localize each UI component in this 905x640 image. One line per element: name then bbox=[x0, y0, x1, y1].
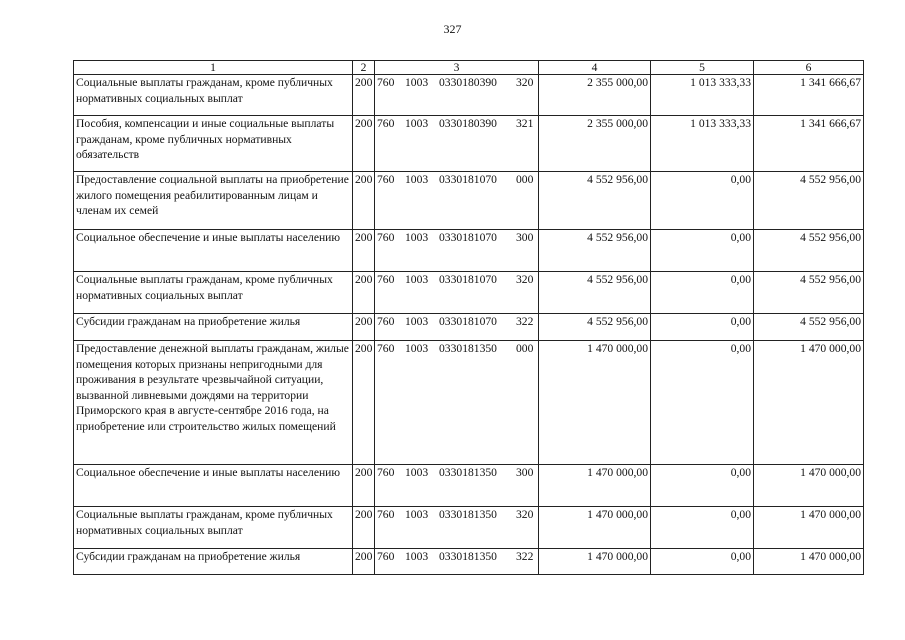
row-value-5: 0,00 bbox=[651, 507, 754, 549]
row-admin-code: 200 bbox=[353, 507, 375, 549]
row-value-6: 1 470 000,00 bbox=[754, 507, 864, 549]
code-part: 0330181350 bbox=[439, 550, 497, 563]
row-admin-code: 200 bbox=[353, 272, 375, 314]
code-part: 760 bbox=[377, 231, 395, 244]
row-value-6: 4 552 956,00 bbox=[754, 272, 864, 314]
code-part: 0330181350 bbox=[439, 342, 497, 355]
row-value-6: 1 341 666,67 bbox=[754, 75, 864, 116]
code-part: 322 bbox=[516, 550, 534, 563]
row-budget-code bbox=[375, 465, 539, 507]
table-body bbox=[74, 75, 864, 575]
code-part: 760 bbox=[377, 342, 395, 355]
row-value-5: 1 013 333,33 bbox=[651, 116, 754, 172]
code-part: 760 bbox=[377, 173, 395, 186]
code-part: 0330180390 bbox=[439, 76, 497, 89]
row-value-4: 1 470 000,00 bbox=[539, 549, 651, 575]
row-value-4: 4 552 956,00 bbox=[539, 230, 651, 272]
row-admin-code: 200 bbox=[353, 549, 375, 575]
row-value-5: 0,00 bbox=[651, 465, 754, 507]
table-row bbox=[74, 230, 864, 272]
code-part: 000 bbox=[516, 173, 534, 186]
code-part: 1003 bbox=[405, 231, 429, 244]
row-name: Социальные выплаты гражданам, кроме публичных нормативных социальных выплат bbox=[74, 507, 353, 549]
code-part: 0330181070 bbox=[439, 273, 497, 286]
row-budget-code bbox=[375, 507, 539, 549]
row-value-4: 1 470 000,00 bbox=[539, 507, 651, 549]
row-value-6: 1 470 000,00 bbox=[754, 549, 864, 575]
budget-table bbox=[73, 60, 864, 575]
row-value-5: 1 013 333,33 bbox=[651, 75, 754, 116]
row-value-4: 4 552 956,00 bbox=[539, 272, 651, 314]
column-header: 5 bbox=[651, 61, 754, 75]
code-part: 321 bbox=[516, 117, 534, 130]
row-name: Социальное обеспечение и иные выплаты населению bbox=[74, 230, 353, 272]
table-row bbox=[74, 172, 864, 230]
row-value-6: 1 470 000,00 bbox=[754, 465, 864, 507]
row-value-5: 0,00 bbox=[651, 341, 754, 465]
code-part: 322 bbox=[516, 315, 534, 328]
table-row bbox=[74, 272, 864, 314]
code-part: 0330181070 bbox=[439, 173, 497, 186]
code-part: 760 bbox=[377, 550, 395, 563]
code-part: 320 bbox=[516, 508, 534, 521]
code-part: 760 bbox=[377, 508, 395, 521]
row-admin-code: 200 bbox=[353, 172, 375, 230]
row-admin-code: 200 bbox=[353, 75, 375, 116]
row-value-5: 0,00 bbox=[651, 549, 754, 575]
row-value-4: 2 355 000,00 bbox=[539, 116, 651, 172]
row-name: Предоставление социальной выплаты на приобретение жилого помещения реабилитированным лицам и членам их семей bbox=[74, 172, 353, 230]
row-name: Предоставление денежной выплаты гражданам, жилые помещения которых признаны непригодными для проживания в результате чрезвычайной ситуации, вызванной ливневыми дождями на территории Приморского края в августе-сентябре 2016 года, на приобретение или строительство жилых помещений bbox=[74, 341, 353, 465]
row-admin-code: 200 bbox=[353, 341, 375, 465]
code-part: 1003 bbox=[405, 273, 429, 286]
code-part: 760 bbox=[377, 466, 395, 479]
row-admin-code: 200 bbox=[353, 230, 375, 272]
code-part: 760 bbox=[377, 76, 395, 89]
code-part: 760 bbox=[377, 273, 395, 286]
code-part: 0330181070 bbox=[439, 315, 497, 328]
row-value-6: 4 552 956,00 bbox=[754, 172, 864, 230]
code-part: 1003 bbox=[405, 342, 429, 355]
row-budget-code bbox=[375, 75, 539, 116]
code-part: 320 bbox=[516, 273, 534, 286]
code-part: 1003 bbox=[405, 466, 429, 479]
row-value-4: 4 552 956,00 bbox=[539, 314, 651, 341]
code-part: 300 bbox=[516, 231, 534, 244]
table-row bbox=[74, 549, 864, 575]
row-value-4: 1 470 000,00 bbox=[539, 465, 651, 507]
row-value-6: 4 552 956,00 bbox=[754, 230, 864, 272]
row-name: Социальные выплаты гражданам, кроме публичных нормативных социальных выплат bbox=[74, 75, 353, 116]
table-row bbox=[74, 465, 864, 507]
code-part: 0330181350 bbox=[439, 466, 497, 479]
column-header: 3 bbox=[375, 61, 539, 75]
header-row bbox=[74, 61, 864, 75]
code-part: 0330181350 bbox=[439, 508, 497, 521]
row-admin-code: 200 bbox=[353, 314, 375, 341]
row-value-5: 0,00 bbox=[651, 172, 754, 230]
row-admin-code: 200 bbox=[353, 116, 375, 172]
row-name: Субсидии гражданам на приобретение жилья bbox=[74, 549, 353, 575]
table-row bbox=[74, 507, 864, 549]
row-budget-code bbox=[375, 272, 539, 314]
code-part: 000 bbox=[516, 342, 534, 355]
column-header: 2 bbox=[353, 61, 375, 75]
code-part: 760 bbox=[377, 117, 395, 130]
column-header: 4 bbox=[539, 61, 651, 75]
row-name: Социальные выплаты гражданам, кроме публичных нормативных социальных выплат bbox=[74, 272, 353, 314]
code-part: 1003 bbox=[405, 76, 429, 89]
code-part: 1003 bbox=[405, 173, 429, 186]
row-budget-code bbox=[375, 172, 539, 230]
code-part: 1003 bbox=[405, 315, 429, 328]
row-budget-code bbox=[375, 314, 539, 341]
row-budget-code bbox=[375, 230, 539, 272]
row-admin-code: 200 bbox=[353, 465, 375, 507]
row-value-6: 1 470 000,00 bbox=[754, 341, 864, 465]
code-part: 300 bbox=[516, 466, 534, 479]
row-name: Социальное обеспечение и иные выплаты населению bbox=[74, 465, 353, 507]
code-part: 0330180390 bbox=[439, 117, 497, 130]
row-value-6: 1 341 666,67 bbox=[754, 116, 864, 172]
column-header: 6 bbox=[754, 61, 864, 75]
row-value-5: 0,00 bbox=[651, 272, 754, 314]
row-value-5: 0,00 bbox=[651, 314, 754, 341]
code-part: 0330181070 bbox=[439, 231, 497, 244]
code-part: 1003 bbox=[405, 117, 429, 130]
table-row bbox=[74, 341, 864, 465]
row-value-4: 1 470 000,00 bbox=[539, 341, 651, 465]
row-value-4: 4 552 956,00 bbox=[539, 172, 651, 230]
row-name: Пособия, компенсации и иные социальные выплаты гражданам, кроме публичных нормативных обязательств bbox=[74, 116, 353, 172]
row-budget-code bbox=[375, 341, 539, 465]
row-value-5: 0,00 bbox=[651, 230, 754, 272]
row-name: Субсидии гражданам на приобретение жилья bbox=[74, 314, 353, 341]
row-budget-code bbox=[375, 116, 539, 172]
row-value-6: 4 552 956,00 bbox=[754, 314, 864, 341]
page-number: 327 bbox=[443, 22, 462, 36]
row-value-4: 2 355 000,00 bbox=[539, 75, 651, 116]
table-row bbox=[74, 116, 864, 172]
column-header: 1 bbox=[74, 61, 353, 75]
code-part: 760 bbox=[377, 315, 395, 328]
code-part: 320 bbox=[516, 76, 534, 89]
code-part: 1003 bbox=[405, 508, 429, 521]
row-budget-code bbox=[375, 549, 539, 575]
table-row bbox=[74, 314, 864, 341]
code-part: 1003 bbox=[405, 550, 429, 563]
table-row bbox=[74, 75, 864, 116]
